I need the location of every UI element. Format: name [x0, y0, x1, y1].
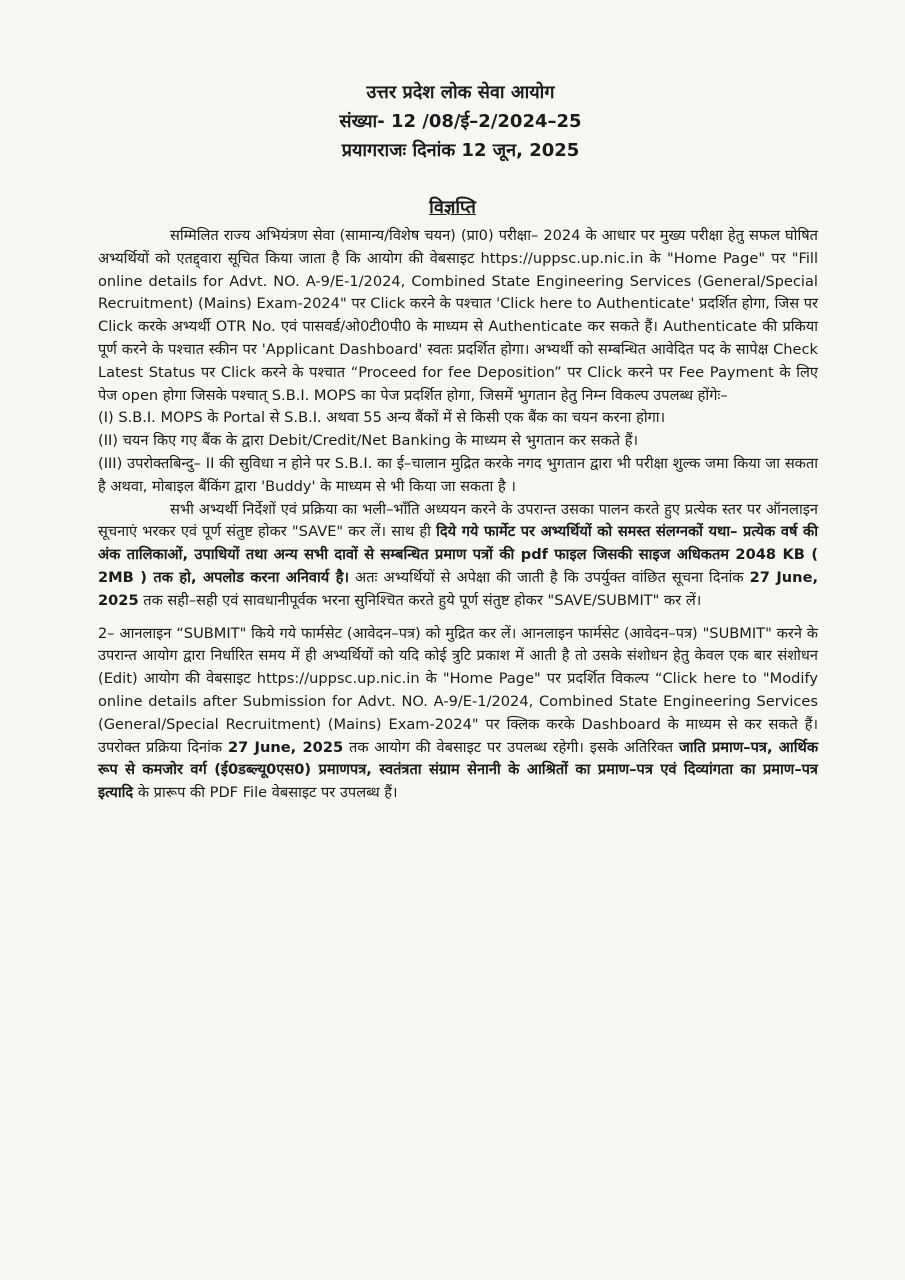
upload-text-1: सभी अभ्यर्थी निर्देशों एवं प्रक्रिया का भली–भाँति अध्ययन करने के उपरान्त उसका पालन करते हुए प्रत्येक स्तर पर ऑनलाइन सूचनाएं भरकर एवं पूर्ण संतुष्ट होकर "SAVE" कर लें। साथ ही	[98, 500, 818, 541]
paragraph-upload	[98, 499, 818, 613]
reference-number: संख्या- 12 /08/ई–2/2024–25	[339, 111, 582, 132]
option-1: (I) S.B.I. MOPS के Portal से S.B.I. अथवा 55 अन्य बैंकों में से किसी एक बैंक का चयन करना होगा।	[98, 409, 666, 427]
upload-requirement: दिये गये फार्मेट पर अभ्यर्थियों को समस्त संलग्नकों यथा– प्रत्येक वर्ष की अंक तालिकाओं, उपाधियों तथा अन्य सभी दावों से सम्बन्धित प्रमाण पत्रों की pdf फाइल जिसकी साइज अधिकतम 2048 KB ( 2MB ) तक हो, अपलोड करना अनिवार्य है।	[98, 523, 819, 586]
modify-text-1: 2– आनलाइन “SUBMIT" किये गये फार्मसेट (आवेदन–पत्र) को मुद्रित कर लें। आनलाइन फार्मसेट (आवेदन–पत्र) "SUBMIT" करने के उपरान्त आयोग द्वारा निर्धारित समय में ही अभ्यर्थियों को यदि कोई त्रुटि प्रकाश में आती है तो उसके संशोधन हेतु केवल एक बार संशोधन (Edit) आयोग की वेबसाइट https://uppsc.up.nic.in के "Home Page" पर प्रदर्शित विकल्प “Click here to "Modify online details after Submission for Advt. NO. A-9/E-1/2024, Combined State Engineering Services (General/Special Recruitment) (Mains) Exam-2024" पर क्लिक करके Dashboard के माध्यम से कर सकते हैं। उपरोक्त प्रक्रिया दिनांक	[98, 624, 818, 756]
deadline-date: 27 June, 2025	[98, 568, 819, 609]
place-date: प्रयागराजः दिनांक 12 जून, 2025	[341, 140, 580, 161]
upload-text-3: तक सही–सही एवं सावधानीपूर्वक भरना सुनिश्चित करते हुये पूर्ण संतुष्ट होकर "SAVE/SUBMIT" कर लें।	[143, 591, 702, 609]
notice-title: विज्ञप्ति	[429, 197, 476, 218]
option-2: (II) चयन किए गए बैंक के द्वारा Debit/Credit/Net Banking के माध्यम से भुगतान कर सकते हैं।	[98, 432, 639, 450]
modify-deadline: 27 June, 2025	[227, 738, 344, 756]
option-3: (III) उपरोक्तबिन्दु– II की सुविधा न होने पर S.B.I. का ई–चालान मुद्रित करके नगद भुगतान द्वारा भी परीक्षा शुल्क जमा किया जा सकता है अथवा, मोबाइल बैंकिंग द्वारा 'Buddy' के माध्यम से भी किया जा सकता है ।	[98, 454, 818, 495]
upload-text-2: अतः अभ्यर्थियों से अपेक्षा की जाती है कि उपर्युक्त वांछित सूचना दिनांक	[355, 568, 744, 586]
paragraph-modification	[98, 623, 818, 805]
commission-name: उत्तर प्रदेश लोक सेवा आयोग	[366, 82, 555, 103]
notice-body	[98, 225, 818, 805]
paragraph-instructions: सम्मिलित राज्य अभियंत्रण सेवा (सामान्य/विशेष चयन) (प्रा0) परीक्षा– 2024 के आधार पर मुख्य परीक्षा हेतु सफल घोषित अभ्यर्थियों को एतद्द्वारा सूचित किया जाता है कि आयोग की वेबसाइट https://uppsc.up.nic.in के "Home Page" पर "Fill online details for Advt. NO. A-9/E-1/2024, Combined State Engineering Services (General/Special Recruitment) (Mains) Exam-2024" पर Click करने के पश्चात 'Click here to Authenticate' प्रदर्शित होगा, जिस पर Click करके अभ्यर्थी OTR No. एवं पासवर्ड/ओ0टी0पी0 के माध्यम से Authenticate कर सकते हैं। Authenticate की प्रकिया पूर्ण करने के पश्चात स्कीन पर 'Applicant Dashboard' स्वतः प्रदर्शित होगा। अभ्यर्थी को सम्बन्धित आवेदित पद के सापेक्ष Check Latest Status पर Click करने के पश्चात “Proceed for fee Deposition” पर Click करने पर Fee Payment के लिए पेज open होगा जिसके पश्चात् S.B.I. MOPS का पेज प्रदर्शित होगा, जिसमें भुगतान हेतु निम्न विकल्प उपलब्ध होंगेः–	[98, 227, 818, 404]
letterhead	[0, 78, 905, 165]
certificate-list: जाति प्रमाण–पत्र, आर्थिक रूप से कमजोर वर्ग (ई0डब्ल्यू0एस0) प्रमाणपत्र, स्वतंत्रता संग्राम सेनानी के आश्रितों का प्रमाण–पत्र एवं दिव्यांगता का प्रमाण–पत्र इत्यादि	[98, 738, 819, 802]
modify-text-2: तक आयोग की वेबसाइट पर उपलब्ध रहेगी। इसके अतिरिक्त	[349, 738, 674, 756]
modify-text-3: के प्रारूप की PDF File वेबसाइट पर उपलब्ध हैं।	[137, 784, 398, 802]
